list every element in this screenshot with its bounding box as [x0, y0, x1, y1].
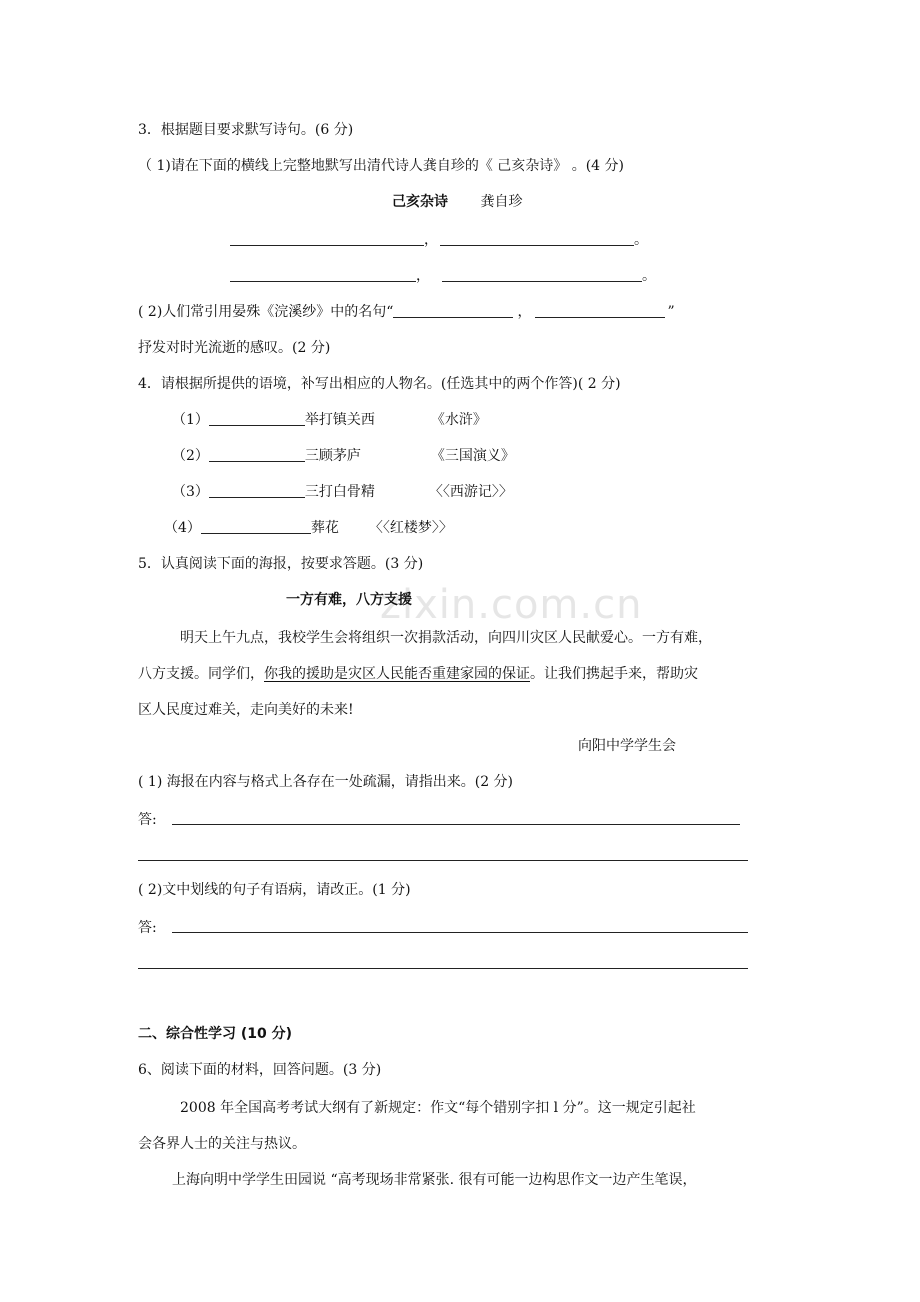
poem-blank-2[interactable]: [440, 231, 634, 246]
q4-item-book: 〈〈西游记〉〉: [428, 484, 513, 500]
comma: ，: [416, 268, 430, 284]
poster-text: 八方支援。同学们，: [138, 666, 264, 682]
period: 。: [642, 268, 656, 284]
q4-item-text: 葬花: [310, 520, 339, 536]
q4-item-num: （1）: [172, 412, 209, 428]
quote-end: ”: [667, 304, 675, 320]
poster-text: 。让我们携起手来，帮助灾: [530, 666, 698, 682]
answer-line[interactable]: [138, 968, 748, 969]
answer-line[interactable]: [172, 932, 748, 933]
quote-blank-1[interactable]: [393, 303, 513, 318]
q3-title: 3．根据题目要求默写诗句。(6 分): [138, 122, 354, 138]
poem-title: 己亥杂诗: [392, 194, 448, 210]
q3-part1: （ 1)请在下面的横线上完整地默写出清代诗人龚自珍的《 己亥杂诗》 。(4 分): [138, 158, 624, 174]
q4-item-book: 《三国演义》: [430, 448, 515, 464]
q4-item-1: [172, 410, 487, 430]
name-blank[interactable]: [209, 411, 305, 426]
q4-title: 4．请根据所提供的语境，补写出相应的人物名。(任选其中的两个作答)( 2 分): [138, 376, 621, 392]
name-blank[interactable]: [209, 483, 305, 498]
poster-paragraph-line-2: [138, 664, 698, 684]
q4-item-num: （3）: [172, 484, 209, 500]
q4-item-text: 三顾茅庐: [304, 448, 361, 464]
poem-blank-1[interactable]: [230, 231, 424, 246]
q4-item-2: [172, 446, 515, 466]
q6-title: 6、阅读下面的材料，回答问题。(3 分): [138, 1062, 382, 1078]
q4-item-text: 举打镇关西: [304, 412, 375, 428]
period: 。: [634, 232, 648, 248]
watermark: zixin.com.cn: [380, 582, 643, 628]
q3-part2: [138, 302, 675, 322]
material-paragraph-1-line-1: 2008 年全国高考考试大纲有了新规定：作文“每个错别字扣 l 分”。这一规定引起社: [180, 1100, 696, 1116]
q4-item-text: 三打白骨精: [304, 484, 375, 500]
poem-line-1: [230, 230, 648, 250]
q4-item-num: （4）: [164, 520, 201, 536]
material-paragraph-1-line-2: 会各界人士的关注与热议。: [138, 1136, 306, 1152]
comma: ，: [517, 304, 532, 320]
q3-part2-line2: 抒发对时光流逝的感叹。(2 分): [138, 340, 331, 356]
q5-sub1: ( 1) 海报在内容与格式上各存在一处疏漏，请指出来。(2 分): [138, 774, 514, 790]
answer-label: 答:: [138, 812, 157, 828]
poem-blank-4[interactable]: [442, 267, 642, 282]
q4-item-book: 《水浒》: [430, 412, 487, 428]
material-paragraph-2: 上海向明中学学生田园说 “高考现场非常紧张. 很有可能一边构思作文一边产生笔误，: [172, 1172, 697, 1188]
quote-blank-2[interactable]: [535, 303, 665, 318]
poem-blank-3[interactable]: [230, 267, 416, 282]
name-blank[interactable]: [209, 447, 305, 462]
q5-title: 5．认真阅读下面的海报，按要求答题。(3 分): [138, 556, 424, 572]
underlined-sentence: 你我的援助是灾区人民能否重建家园的保证: [264, 666, 530, 682]
poem-heading: [392, 192, 522, 212]
poem-line-2: [230, 266, 656, 286]
answer-line[interactable]: [138, 860, 748, 861]
poster-paragraph-line-3: 区人民度过难关，走向美好的未来!: [138, 702, 354, 718]
name-blank[interactable]: [201, 519, 311, 534]
comma: ，: [424, 232, 438, 248]
q4-item-4: [164, 518, 453, 538]
poster-paragraph-line-1: 明天上午九点，我校学生会将组织一次捐款活动，向四川灾区人民献爱心。一方有难，: [180, 630, 712, 646]
q4-item-book: 〈〈红楼梦〉〉: [368, 520, 453, 536]
q3-part2-prefix: ( 2)人们常引用晏殊《浣溪纱》中的名句“: [138, 304, 394, 320]
q4-item-num: （2）: [172, 448, 209, 464]
poem-author: 龚自珍: [480, 194, 523, 210]
answer-line[interactable]: [172, 824, 740, 825]
q5-sub2: ( 2)文中划线的句子有语病，请改正。(1 分): [138, 882, 411, 898]
answer-label: 答:: [138, 920, 157, 936]
poster-signature: 向阳中学学生会: [578, 738, 676, 754]
poster-title: 一方有难，八方支援: [286, 592, 412, 608]
q4-item-3: [172, 482, 513, 502]
section-2-title: 二、综合性学习 (10 分): [138, 1026, 293, 1042]
